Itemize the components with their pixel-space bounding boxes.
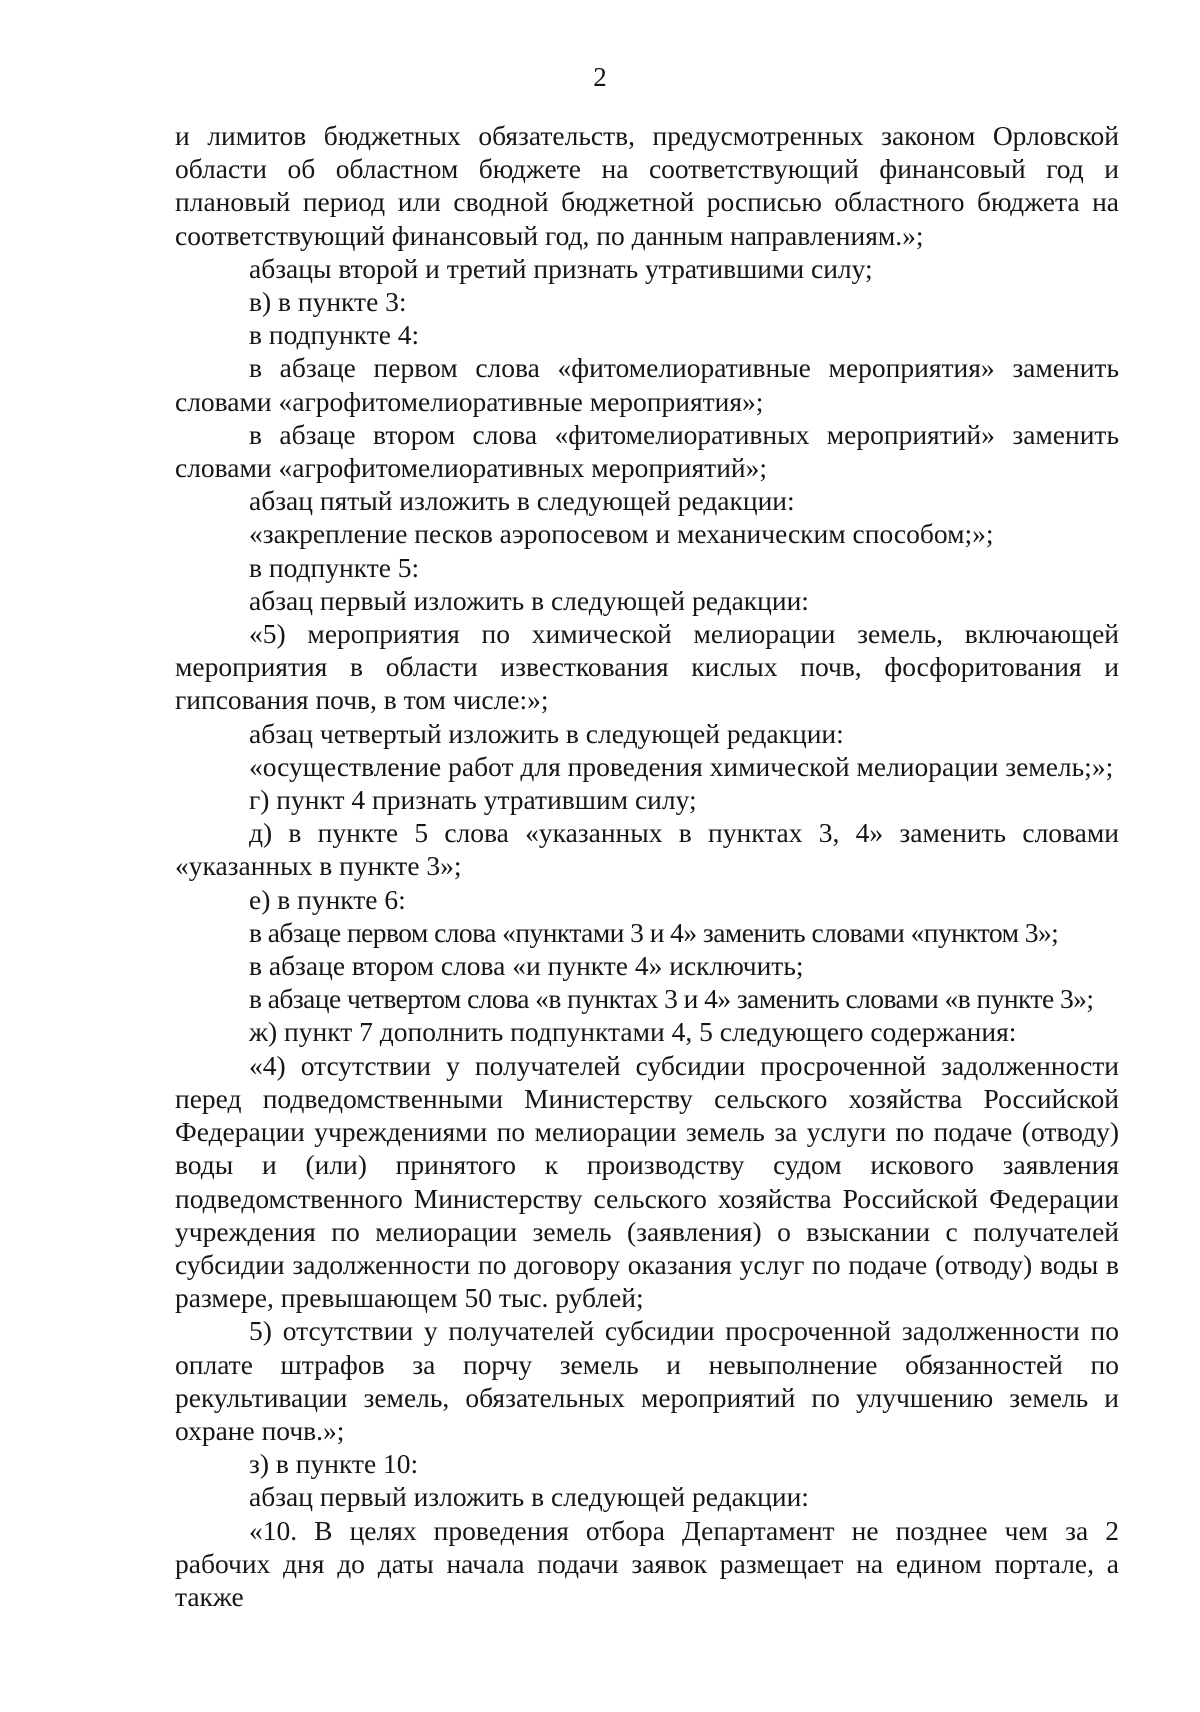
paragraph: в подпункте 4: [249,319,420,351]
paragraph: в абзаце втором слова «и пункте 4» исключить; [249,950,804,982]
paragraph: в абзаце первом слова «пунктами 3 и 4» заменить словами «пунктом 3»; [249,916,1059,948]
paragraph: «закрепление песков аэропосевом и механическим способом;»; [249,518,994,550]
paragraph: в подпункте 5: [249,551,420,583]
paragraph: г) пункт 4 признать утратившим силу; [249,784,697,816]
document-body [175,119,1119,1613]
paragraph: з) в пункте 10: [249,1448,419,1480]
paragraph: абзацы второй и третий признать утратившими силу; [249,252,873,284]
paragraph: в абзаце первом слова «фитомелиоративные мероприятия» заменить словами «агрофитомелиоративные мероприятия»; [175,352,1119,417]
paragraph: «5) мероприятия по химической мелиорации земель, включающей мероприятия в области известкования кислых почв, фосфоритования и гипсования почв, в том числе:»; [175,618,1119,716]
paragraph: «осуществление работ для проведения химической мелиорации земель;»; [249,750,1114,782]
paragraph: «10. В целях проведения отбора Департамент не позднее чем за 2 рабочих дня до даты начала подачи заявок размещает на едином портале, а также [175,1514,1119,1612]
paragraph: 5) отсутствии у получателей субсидии просроченной задолженности по оплате штрафов за порчу земель и невыполнение обязанностей по рекультивации земель, обязательных мероприятий по улучшению земель и охране почв.»; [175,1315,1119,1446]
paragraph: абзац пятый изложить в следующей редакции: [249,485,795,517]
paragraph: абзац четвертый изложить в следующей редакции: [249,717,844,749]
paragraph: «4) отсутствии у получателей субсидии просроченной задолженности перед подведомственными Министерству сельского хозяйства Российской Федерации учреждениями по мелиорации земель за услуги по подаче (отводу) воды и (или) принятого к производству судом искового заявления подведомственного Министерству сельского хозяйства Российской Федерации учреждения по мелиорации земель (заявления) о взыскании с получателей субсидии задолженности по договору оказания услуг по подаче (отводу) воды в размере, превышающем 50 тыс. рублей; [175,1049,1119,1314]
paragraph: в абзаце втором слова «фитомелиоративных мероприятий» заменить словами «агрофитомелиоративных мероприятий»; [175,418,1119,484]
paragraph: в) в пункте 3: [249,286,407,318]
paragraph: е) в пункте 6: [249,883,406,915]
paragraph: абзац первый изложить в следующей редакции: [249,1481,809,1513]
paragraph: абзац первый изложить в следующей редакции: [249,584,809,616]
paragraph: и лимитов бюджетных обязательств, предусмотренных законом Орловской области об областном бюджете на соответствующий финансовый год и плановый период или сводной бюджетной росписью областного бюджета на соответствующий финансовый год, по данным направлениям.»; [175,120,1119,251]
page-number: 2 [593,62,607,92]
paragraph: ж) пункт 7 дополнить подпунктами 4, 5 следующего содержания: [249,1016,1017,1048]
paragraph: д) в пункте 5 слова «указанных в пунктах 3, 4» заменить словами «указанных в пункте 3»; [175,817,1119,882]
paragraph: в абзаце четвертом слова «в пунктах 3 и 4» заменить словами «в пункте 3»; [249,983,1094,1015]
